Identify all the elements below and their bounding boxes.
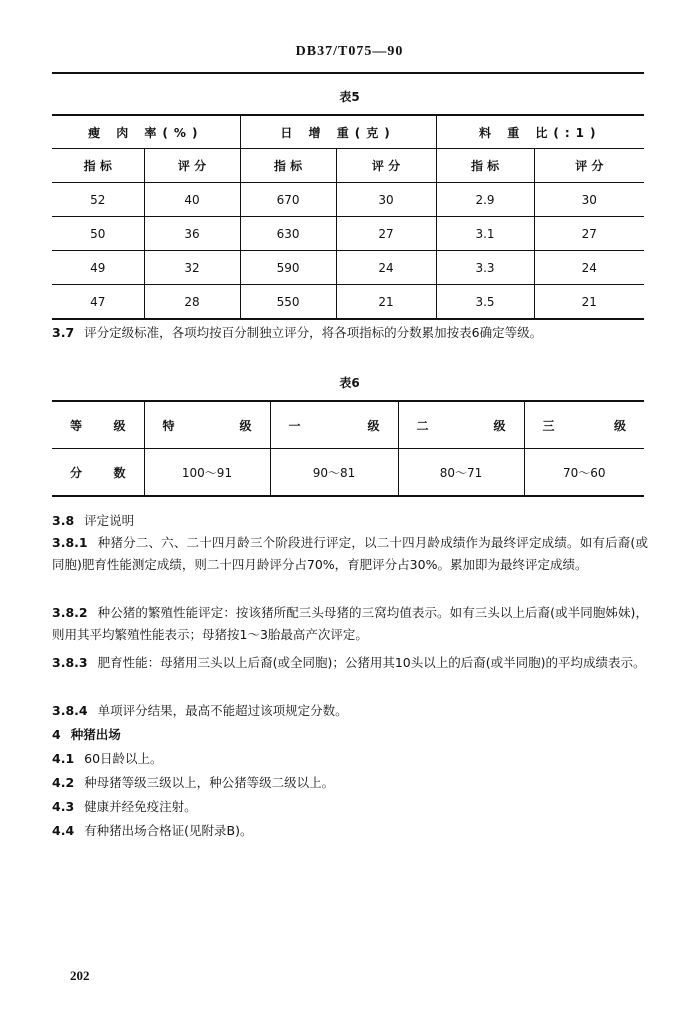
score-cell: 70～60 [524,449,644,497]
table-row [52,251,644,285]
table-cell: 3.3 [436,251,534,285]
table-cell: 50 [52,217,144,251]
table-cell: 32 [144,251,240,285]
grade-char: 一 [288,418,301,433]
table-cell: 36 [144,217,240,251]
grade-char: 级 [367,418,380,433]
table-cell: 30 [336,183,436,217]
clause-number: 4.3 [52,799,75,814]
table-cell: 21 [534,285,644,320]
clause-number: 4.2 [52,775,75,790]
table-row [52,183,644,217]
paragraph-4-3 [52,796,648,818]
table-cell: 47 [52,285,144,320]
table-cell: 49 [52,251,144,285]
paragraph-4-1 [52,748,648,770]
score-cell: 90～81 [270,449,398,497]
table-cell: 550 [240,285,336,320]
table-row [52,217,644,251]
table6-caption: 表6 [339,376,360,390]
table-cell: 24 [336,251,436,285]
table5-sub-header: 指 标 [52,149,144,183]
table-cell: 27 [534,217,644,251]
clause-text: 有种猪出场合格证(见附录B)。 [84,823,253,838]
clause-text: 评定说明 [84,513,135,528]
score-cell: 100～91 [144,449,270,497]
clause-text: 评分定级标准，各项均按百分制独立评分，将各项指标的分数累加按表6确定等级。 [84,325,543,340]
table-cell: 2.9 [436,183,534,217]
clause-number: 4 [52,727,61,742]
table5-sub-header: 指 标 [436,149,534,183]
table6-row-label [52,401,144,449]
clause-text: 种猪出场 [70,727,121,742]
table-cell: 30 [534,183,644,217]
clause-text: 种公猪的繁殖性能评定：按该猪所配三头母猪的三窝均值表示。如有三头以上后裔(或半同胞姊妹)，则用其平均繁殖性能表示；母猪按1～3胎最高产次评定。 [52,605,648,642]
clause-text: 60日龄以上。 [84,751,163,766]
clause-number: 3.8.2 [52,605,88,620]
clause-text: 健康并经免疫注射。 [84,799,197,814]
clause-number: 4.4 [52,823,75,838]
grade-char: 级 [493,418,506,433]
clause-number: 3.8.4 [52,703,88,718]
grade-char: 级 [239,418,252,433]
clause-number: 3.8 [52,513,75,528]
clause-number: 3.8.3 [52,655,88,670]
clause-number: 3.8.1 [52,535,88,550]
table-cell: 27 [336,217,436,251]
grade-cell [270,401,398,449]
paragraph-3-8-4 [52,700,648,722]
label-char: 数 [113,465,126,480]
clause-number: 3.7 [52,325,75,340]
table6 [52,400,644,497]
table5-group-header: 料 重 比(:1) [436,115,644,149]
paragraph-3-8-2 [52,602,648,646]
page-number: 202 [70,968,90,983]
label-char: 级 [113,418,126,433]
table5-sub-header: 指 标 [240,149,336,183]
table5-group-header: 瘦 肉 率(%) [88,125,204,140]
table6-score-row [52,449,644,497]
document-code-header: DB37/T075—90 [295,44,404,59]
table6-row-label [52,449,144,497]
table5 [52,114,644,320]
clause-text: 单项评分结果，最高不能超过该项规定分数。 [97,703,348,718]
table-cell: 670 [240,183,336,217]
header-rule [52,72,644,74]
table-cell: 24 [534,251,644,285]
table5-sub-header: 评 分 [144,149,240,183]
section-3-8-heading [52,510,648,532]
table-cell: 3.1 [436,217,534,251]
table5-group-header-row [52,115,644,149]
clause-text: 种母猪等级三级以上，种公猪等级二级以上。 [84,775,335,790]
paragraph-3-8-1 [52,532,648,576]
paragraph-4-4 [52,820,648,842]
grade-char: 特 [162,418,175,433]
clause-number: 4.1 [52,751,75,766]
score-cell: 80～71 [398,449,524,497]
grade-char: 三 [542,418,555,433]
table6-grade-row [52,401,644,449]
grade-cell [524,401,644,449]
table-cell: 52 [52,183,144,217]
paragraph-3-8-3 [52,652,648,674]
paragraph-4-2 [52,772,648,794]
table-cell: 630 [240,217,336,251]
clause-text: 种猪分二、六、二十四月龄三个阶段进行评定，以二十四月龄成绩作为最终评定成绩。如有后裔(或同胞)肥育性能测定成绩，则二十四月龄评分占70%，育肥评分占30%。累加即为最终评定成绩。 [52,535,648,572]
table-cell: 21 [336,285,436,320]
table-row [52,285,644,320]
label-char: 分 [70,465,83,480]
table-cell: 40 [144,183,240,217]
clause-text: 肥育性能：母猪用三头以上后裔(或全同胞)；公猪用其10头以上的后裔(或半同胞)的平均成绩表示。 [97,655,646,670]
table-cell: 28 [144,285,240,320]
table5-sub-header-row [52,149,644,183]
table-cell: 590 [240,251,336,285]
paragraph-3-7 [52,322,648,344]
table-cell: 3.5 [436,285,534,320]
table5-sub-header: 评 分 [534,149,644,183]
grade-char: 二 [416,418,429,433]
grade-char: 级 [613,418,626,433]
grade-cell [398,401,524,449]
grade-cell [144,401,270,449]
section-4-heading [52,724,648,746]
table5-caption: 表5 [339,90,360,104]
table5-group-header: 日 增 重(克) [240,115,436,149]
table5-sub-header: 评 分 [336,149,436,183]
label-char: 等 [70,418,83,433]
